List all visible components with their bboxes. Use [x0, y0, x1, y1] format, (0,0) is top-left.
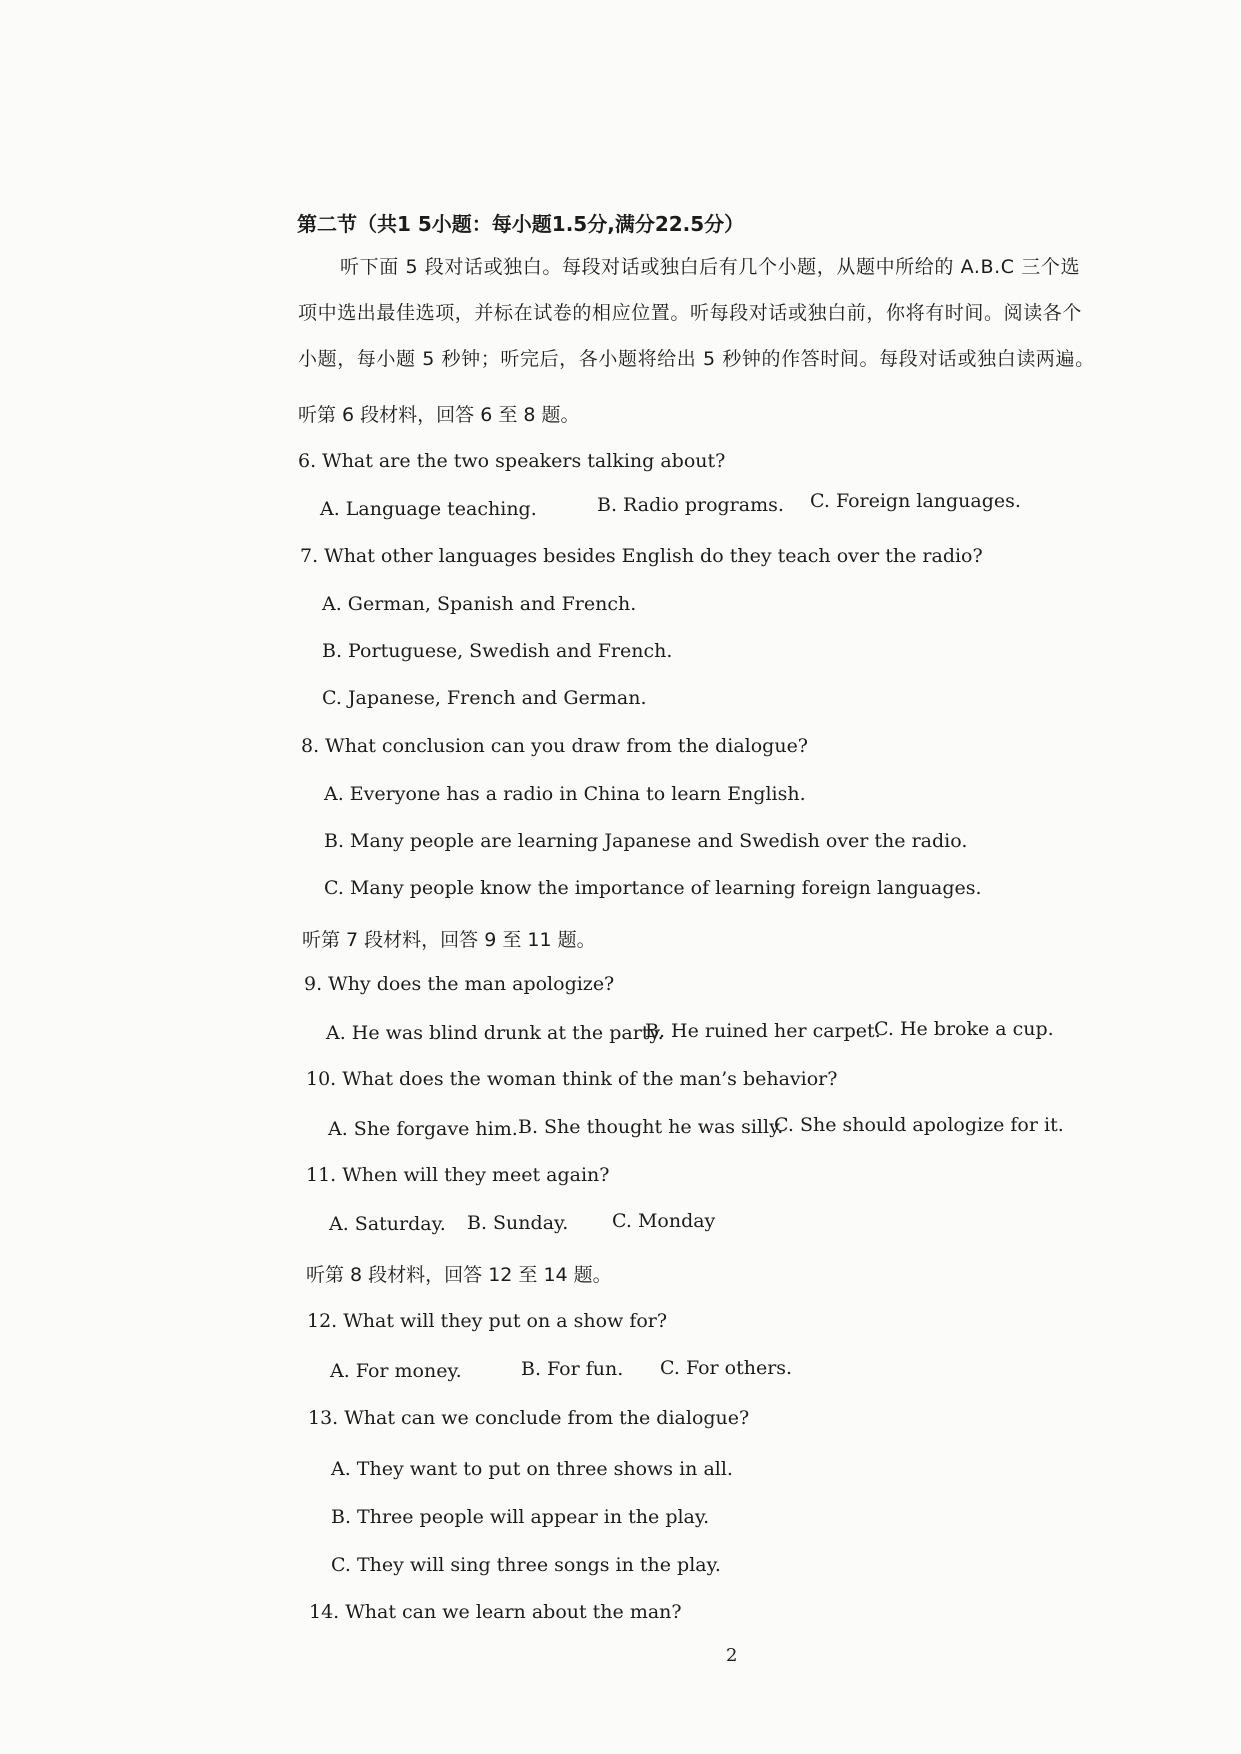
question-6-option-a[interactable]: A. Language teaching. [320, 498, 537, 520]
question-13-option-c[interactable]: C. They will sing three songs in the play. [331, 1554, 721, 1576]
question-12-option-b[interactable]: B. For fun. [521, 1358, 624, 1380]
question-11-option-b[interactable]: B. Sunday. [467, 1212, 569, 1234]
group-heading-7: 听第 7 段材料，回答 9 至 11 题。 [302, 929, 596, 951]
question-7-stem: 7. What other languages besides English do they teach over the radio? [300, 545, 983, 567]
question-10-stem: 10. What does the woman think of the man’s behavior? [306, 1068, 838, 1090]
question-8-stem: 8. What conclusion can you draw from the dialogue? [301, 735, 808, 757]
instructions-line-2: 项中选出最佳选项，并标在试卷的相应位置。听每段对话或独白前，你将有时间。阅读各个 [298, 302, 1083, 324]
question-9-option-b[interactable]: B. He ruined her carpet. [645, 1020, 881, 1042]
question-13-option-b[interactable]: B. Three people will appear in the play. [331, 1506, 710, 1528]
page-number: 2 [726, 1645, 738, 1666]
question-9-stem: 9. Why does the man apologize? [304, 973, 615, 995]
question-7-option-c[interactable]: C. Japanese, French and German. [322, 687, 647, 709]
question-11-stem: 11. When will they meet again? [306, 1164, 610, 1186]
question-12-stem: 12. What will they put on a show for? [307, 1310, 668, 1332]
section-title: 第二节（共1 5小题：每小题1.5分,满分22.5分） [297, 212, 745, 236]
group-heading-6: 听第 6 段材料，回答 6 至 8 题。 [298, 404, 580, 426]
question-10-option-a[interactable]: A. She forgave him. [328, 1118, 518, 1140]
question-8-option-a[interactable]: A. Everyone has a radio in China to learn English. [324, 783, 806, 805]
question-10-option-c[interactable]: C. She should apologize for it. [774, 1114, 1064, 1136]
question-13-stem: 13. What can we conclude from the dialogue? [308, 1407, 750, 1429]
question-8-option-b[interactable]: B. Many people are learning Japanese and Swedish over the radio. [324, 830, 968, 852]
question-11-option-a[interactable]: A. Saturday. [329, 1213, 446, 1235]
instructions-line-1: 听下面 5 段对话或独白。每段对话或独白后有几个小题，从题中所给的 A.B.C 三个选 [340, 256, 1081, 278]
question-10-option-b[interactable]: B. She thought he was silly. [518, 1116, 784, 1138]
question-7-option-b[interactable]: B. Portuguese, Swedish and French. [322, 640, 673, 662]
question-7-option-a[interactable]: A. German, Spanish and French. [322, 593, 637, 615]
question-11-option-c[interactable]: C. Monday [612, 1210, 716, 1232]
question-6-option-c[interactable]: C. Foreign languages. [810, 490, 1021, 512]
question-13-option-a[interactable]: A. They want to put on three shows in all. [331, 1458, 733, 1480]
question-12-option-c[interactable]: C. For others. [660, 1357, 793, 1379]
group-heading-8: 听第 8 段材料，回答 12 至 14 题。 [306, 1264, 612, 1286]
question-6-stem: 6. What are the two speakers talking about? [298, 450, 726, 472]
instructions-line-3: 小题，每小题 5 秒钟；听完后，各小题将给出 5 秒钟的作答时间。每段对话或独白读两遍。 [298, 348, 1095, 370]
question-14-stem: 14. What can we learn about the man? [309, 1601, 682, 1623]
question-9-option-a[interactable]: A. He was blind drunk at the party. [326, 1022, 664, 1044]
question-8-option-c[interactable]: C. Many people know the importance of learning foreign languages. [324, 877, 982, 899]
question-9-option-c[interactable]: C. He broke a cup. [874, 1018, 1054, 1040]
question-12-option-a[interactable]: A. For money. [330, 1360, 462, 1382]
question-6-option-b[interactable]: B. Radio programs. [597, 494, 784, 516]
